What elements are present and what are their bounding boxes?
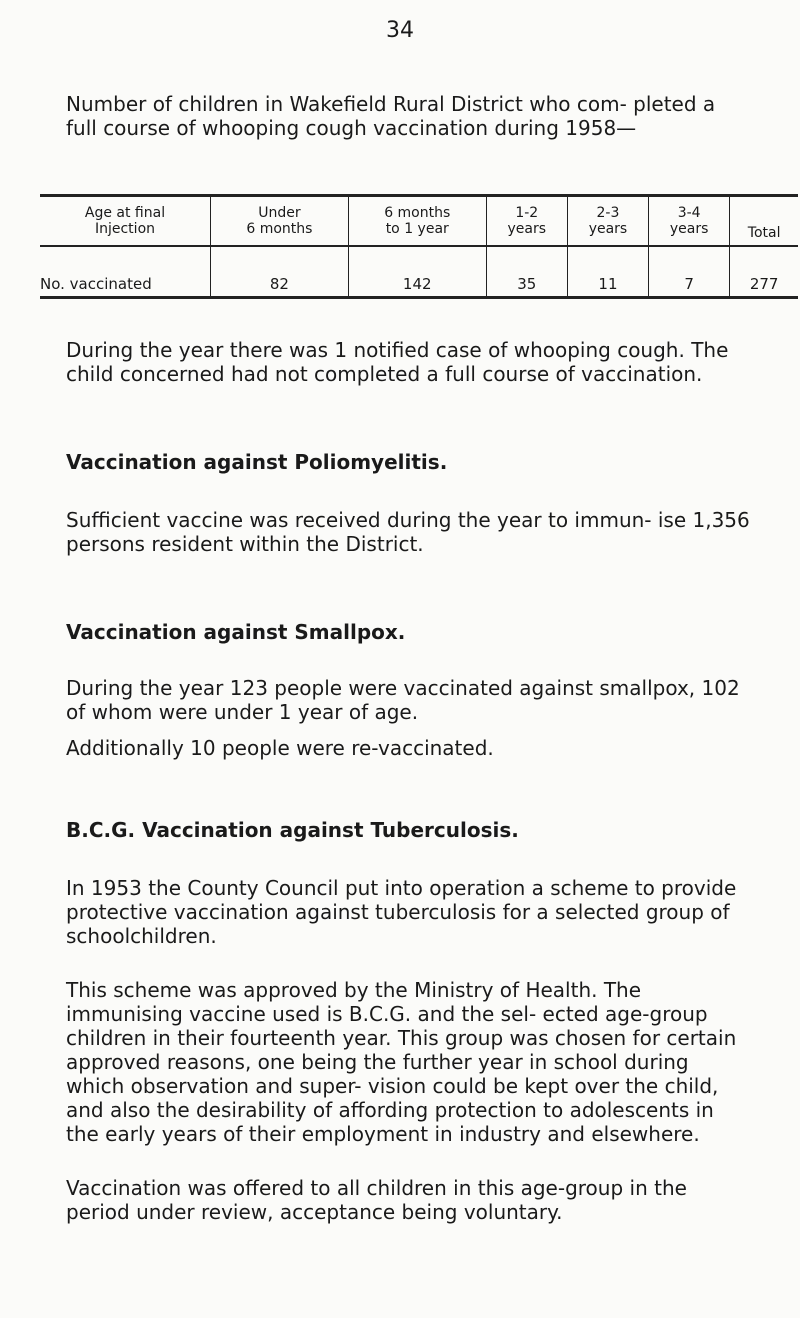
cell-total: 277: [730, 246, 798, 298]
table-header-row: [40, 196, 798, 247]
header-1-2-years: 1-2 years: [486, 196, 567, 247]
bcg-scheme-paragraph: In 1953 the County Council put into operation a scheme to provide protective vaccination against tuberculosis for a selected group of schoolchildren.: [66, 876, 737, 948]
smallpox-paragraph: During the year 123 people were vaccinated against smallpox, 102 of whom were under 1 year of age.: [66, 676, 740, 724]
bcg-offered-paragraph: Vaccination was offered to all children in this age-group in the period under review, acceptance being voluntary.: [66, 1176, 687, 1224]
bcg-approval-paragraph: This scheme was approved by the Ministry of Health. The immunising vaccine used is B.C.G. and the sel- ected age-group children in their fourteenth year. This group was chosen for certain approved reasons, one being the further year in school during which observation and super- vision could be kept over the child, and also the desirability of affording protection to adolescents in the early years of their employment in industry and elsewhere.: [66, 978, 737, 1146]
heading-smallpox: Vaccination against Smallpox.: [66, 620, 406, 644]
revaccination-paragraph: Additionally 10 people were re-vaccinated.: [66, 736, 494, 760]
header-age-at-final-injection: Age at final Injection: [40, 196, 211, 247]
row-label-no-vaccinated: No. vaccinated: [40, 246, 211, 298]
heading-bcg-tuberculosis: B.C.G. Vaccination against Tuberculosis.: [66, 818, 519, 842]
page-number: 34: [386, 18, 414, 43]
header-6-months-to-1-year: 6 months to 1 year: [348, 196, 486, 247]
header-2-3-years: 2-3 years: [567, 196, 648, 247]
header-under-6-months: Under 6 months: [211, 196, 349, 247]
header-total: Total: [730, 196, 798, 247]
whooping-cough-paragraph: During the year there was 1 notified case of whooping cough. The child concerned had not completed a full course of vaccination.: [66, 338, 729, 386]
cell-2-3-years: 11: [567, 246, 648, 298]
heading-poliomyelitis: Vaccination against Poliomyelitis.: [66, 450, 448, 474]
intro-paragraph: Number of children in Wakefield Rural District who com- pleted a full course of whooping cough vaccination during 1958—: [66, 92, 716, 140]
poliomyelitis-paragraph: Sufficient vaccine was received during the year to immun- ise 1,356 persons resident within the District.: [66, 508, 750, 556]
cell-under-6-months: 82: [211, 246, 349, 298]
cell-3-4-years: 7: [649, 246, 730, 298]
cell-1-2-years: 35: [486, 246, 567, 298]
whooping-cough-table: [40, 194, 798, 299]
cell-6-months-to-1-year: 142: [348, 246, 486, 298]
header-3-4-years: 3-4 years: [649, 196, 730, 247]
table-row: [40, 246, 798, 298]
